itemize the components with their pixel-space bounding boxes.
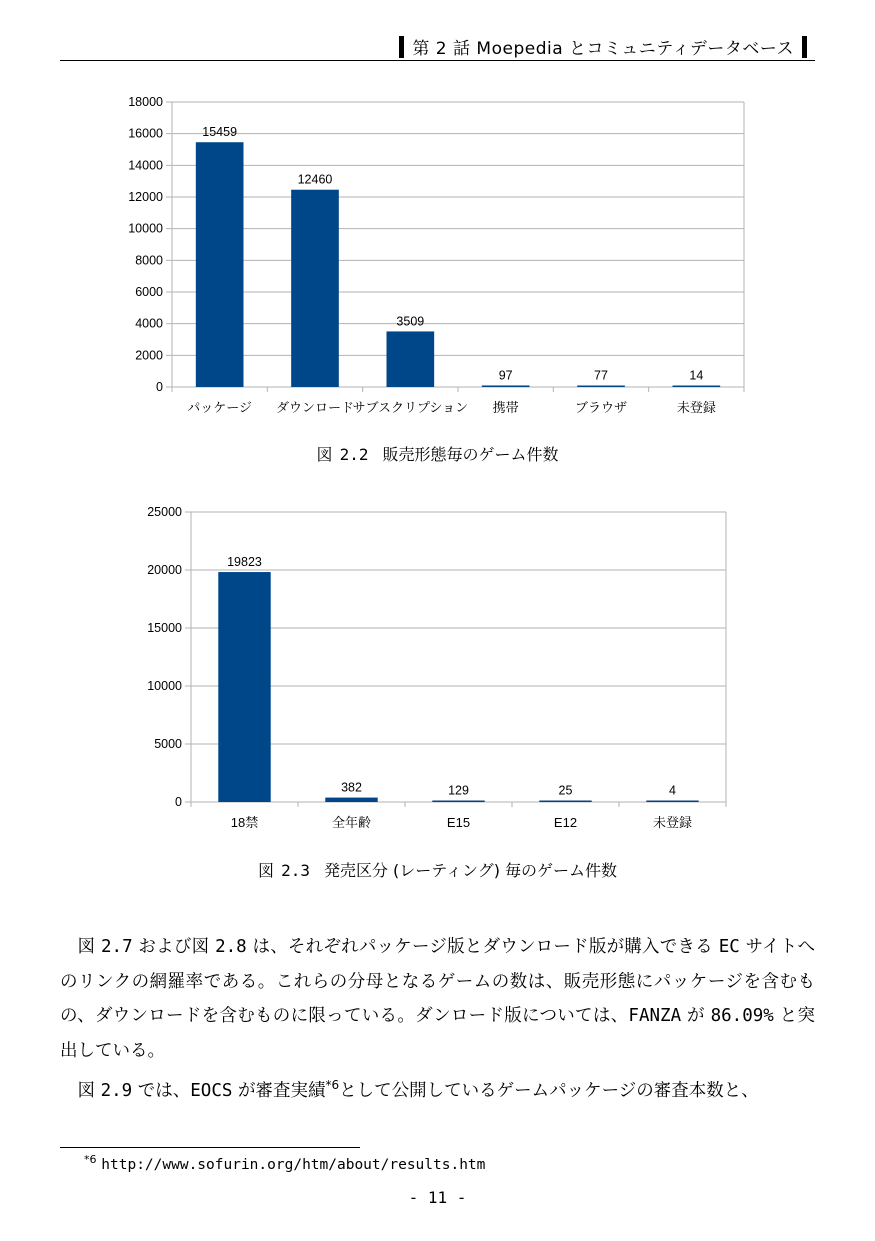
y-tick-label: 4000 — [135, 316, 163, 331]
caption-text: 発売区分 (レーティング) 毎のゲーム件数 — [323, 861, 618, 880]
bar — [432, 801, 484, 803]
sales-format-bar-chart — [0, 85, 875, 425]
x-category-label: E12 — [553, 815, 578, 830]
body-paragraph-2: 図 2.9 では、EOCS が審査実績$^{*6}$として公開しているゲームパッケージの審査本数と、 — [77, 1078, 759, 1101]
data-label: 77 — [594, 368, 608, 383]
y-tick-label: 10000 — [147, 679, 182, 693]
chapter-title — [391, 34, 815, 59]
y-tick-label: 10000 — [128, 221, 163, 236]
x-category-label: ダウンロード — [275, 400, 355, 415]
data-label: 382 — [341, 780, 362, 795]
figure-2-2-caption — [0, 442, 875, 465]
figure-2-3-caption — [0, 858, 875, 881]
rating-bar-chart — [0, 495, 875, 840]
bar — [646, 801, 698, 803]
y-tick-label: 6000 — [135, 285, 163, 299]
y-tick-label: 15000 — [147, 621, 182, 635]
bar — [482, 385, 530, 387]
y-tick-label: 2000 — [135, 348, 163, 363]
y-tick-label: 25000 — [147, 505, 182, 519]
caption-label: 図 — [257, 861, 274, 880]
figure-ref: 2.7 — [101, 937, 133, 957]
bar — [196, 142, 244, 387]
data-label: 129 — [448, 783, 469, 798]
bar — [325, 798, 377, 802]
y-tick-label: 16000 — [128, 126, 163, 141]
caption-number: 2.3 — [281, 861, 310, 880]
x-category-label: 携帯 — [492, 400, 519, 415]
footnote — [84, 1153, 485, 1173]
y-tick-label: 14000 — [128, 158, 163, 173]
bar — [539, 801, 591, 803]
y-tick-label: 8000 — [135, 253, 163, 268]
bar — [218, 572, 270, 802]
chapter-title-text: 第 2 話 Moepedia とコミュニティデータベース — [412, 39, 794, 59]
bar — [577, 386, 625, 388]
bar — [387, 331, 435, 387]
data-label: 3509 — [396, 314, 425, 329]
bar — [673, 386, 721, 388]
percentage-value: 86.09% — [710, 1006, 774, 1026]
footnote-ref: *6 — [325, 1078, 340, 1092]
header-bar-left — [399, 36, 404, 58]
x-category-label: 未登録 — [652, 815, 693, 830]
data-label: 25 — [558, 783, 573, 798]
caption-label: 図 — [316, 445, 333, 464]
x-category-label: ブラウザ — [574, 400, 628, 415]
caption-text: 販売形態毎のゲーム件数 — [382, 445, 559, 464]
x-category-label: 全年齢 — [331, 815, 372, 830]
y-tick-label: 12000 — [128, 190, 163, 204]
x-category-label: 18禁 — [230, 815, 259, 830]
figure-ref: 2.8 — [215, 937, 247, 957]
y-tick-label: 0 — [156, 380, 163, 394]
data-label: 14 — [689, 368, 704, 383]
data-label: 12460 — [297, 172, 333, 187]
footnote-rule — [60, 1147, 360, 1148]
caption-number: 2.2 — [339, 445, 369, 464]
body-paragraph-1: 図 2.7 および図 2.8 は、それぞれパッケージ版とダウンロード版が購入できる EC サイトへのリンクの網羅率である。これらの分母となるゲームの数は、販売形態にパッケージを含むもの、ダウンロードを含むものに限っている。ダンロード版については、FANZA が 86.09% と突出している。 — [60, 937, 815, 1061]
x-category-label: サブスクリプション — [352, 400, 469, 415]
x-category-label: E15 — [446, 815, 471, 830]
y-tick-label: 18000 — [128, 95, 163, 109]
y-tick-label: 5000 — [154, 737, 182, 751]
data-label: 97 — [498, 368, 513, 383]
data-label: 4 — [669, 783, 676, 798]
x-category-label: パッケージ — [187, 400, 253, 415]
bar — [291, 190, 339, 387]
y-tick-label: 20000 — [147, 563, 182, 577]
y-tick-label: 0 — [175, 795, 182, 809]
header-bar-right — [802, 36, 807, 58]
figure-ref: 2.9 — [100, 1080, 133, 1101]
footnote-mark: *6 — [84, 1153, 97, 1166]
data-label: 15459 — [202, 125, 238, 140]
running-header — [60, 32, 815, 61]
footnote-url: http://www.sofurin.org/htm/about/results.htm — [101, 1157, 486, 1173]
data-label: 19823 — [227, 555, 262, 570]
x-category-label: 未登録 — [676, 400, 716, 415]
page-number: - 11 - — [408, 1188, 467, 1207]
